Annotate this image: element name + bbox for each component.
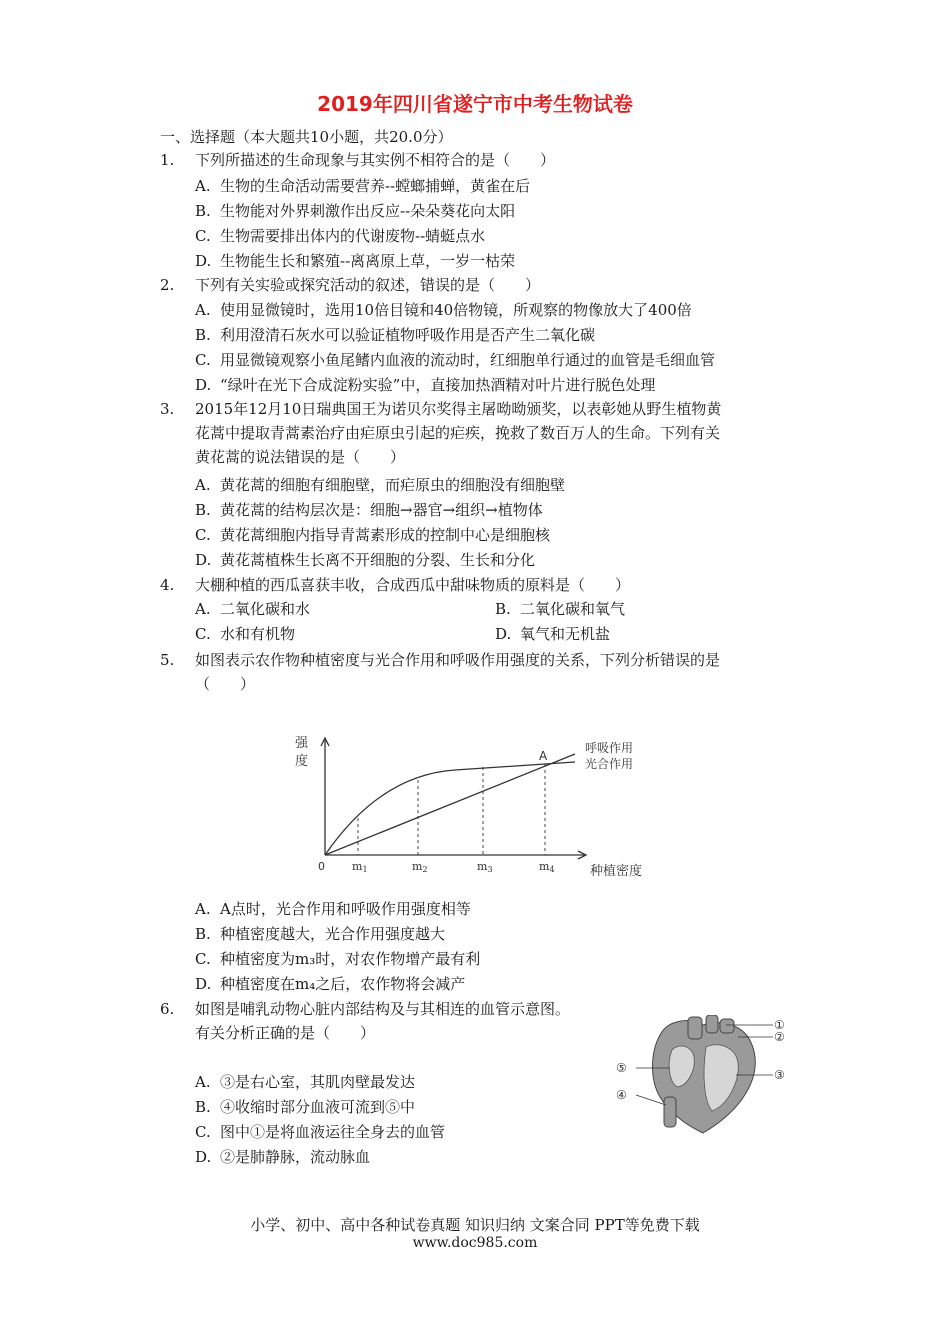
option-5b: B. 种植密度越大，光合作用强度越大 — [195, 925, 446, 943]
option-3d: D. 黄花蒿植株生长离不开细胞的分裂、生长和分化 — [195, 551, 536, 569]
question-number: 4. — [160, 576, 175, 594]
question-stem: 大棚种植的西瓜喜获丰收，合成西瓜中甜味物质的原料是（ ） — [195, 576, 631, 594]
option-1b: B. 生物能对外界刺激作出反应--朵朵葵花向太阳 — [195, 202, 516, 220]
question-5 — [160, 648, 800, 696]
option-4b: B. 二氧化碳和氧气 — [495, 600, 626, 618]
option-4a: A. 二氧化碳和水 — [195, 600, 311, 618]
option-3a: A. 黄花蒿的细胞有细胞壁，而疟原虫的细胞没有细胞壁 — [195, 476, 566, 494]
tick-m2: m2 — [412, 860, 428, 874]
question-stem: 下列有关实验或探究活动的叙述，错误的是（ ） — [195, 276, 541, 294]
x-axis-label: 种植密度 — [590, 864, 643, 879]
y-axis-label-2: 度 — [295, 754, 309, 769]
option-2b: B. 利用澄清石灰水可以验证植物呼吸作用是否产生二氧化碳 — [195, 326, 596, 344]
question-stem-line: （ ） — [195, 675, 256, 693]
option-6b: B. ④收缩时部分血液可流到⑤中 — [195, 1098, 416, 1116]
question-stem-line: 如图是哺乳动物心脏内部结构及与其相连的血管示意图。 — [195, 1000, 571, 1018]
label-1: ① — [774, 1018, 785, 1032]
label-5: ⑤ — [616, 1061, 627, 1075]
heart-diagram — [608, 1015, 793, 1140]
question-number: 2. — [160, 276, 175, 294]
tick-m1: m1 — [352, 860, 368, 874]
photosynthesis-curve — [325, 762, 575, 855]
y-axis-label-1: 强 — [295, 736, 309, 751]
question-stem-line: 花蒿中提取青蒿素治疗由疟原虫引起的疟疾，挽救了数百万人的生命。下列有关 — [195, 424, 721, 442]
question-1 — [160, 148, 800, 172]
page-title: 2019年四川省遂宁市中考生物试卷 — [317, 92, 633, 116]
footer-url[interactable]: www.doc985.com — [412, 1235, 538, 1251]
option-1c: C. 生物需要排出体内的代谢废物--蜻蜓点水 — [195, 227, 486, 245]
question-stem-line: 黄花蒿的说法错误的是（ ） — [195, 448, 406, 466]
point-a-label: A — [539, 749, 548, 763]
question-stem-line: 有关分析正确的是（ ） — [195, 1024, 376, 1042]
label-3: ③ — [774, 1068, 785, 1082]
footer-text: 小学、初中、高中各种试卷真题 知识归纳 文案合同 PPT等免费下载 — [250, 1216, 700, 1234]
option-2c: C. 用显微镜观察小鱼尾鳍内血液的流动时，红细胞单行通过的血管是毛细血管 — [195, 351, 716, 369]
option-6c: C. 图中①是将血液运往全身去的血管 — [195, 1123, 446, 1141]
question-number: 3. — [160, 400, 175, 418]
question-stem: 下列所描述的生命现象与其实例不相符合的是（ ） — [195, 151, 556, 169]
option-5a: A. A点时，光合作用和呼吸作用强度相等 — [195, 900, 471, 918]
option-2a: A. 使用显微镜时，选用10倍目镜和40倍物镜，所观察的物像放大了400倍 — [195, 301, 692, 319]
option-5d: D. 种植密度在m₄之后，农作物将会减产 — [195, 975, 466, 993]
option-2d: D. “绿叶在光下合成淀粉实验”中，直接加热酒精对叶片进行脱色处理 — [195, 376, 656, 394]
legend-photosynthesis: 光合作用 — [585, 757, 634, 771]
question-3 — [160, 397, 800, 469]
option-6d: D. ②是肺静脉，流动脉血 — [195, 1148, 371, 1166]
option-3c: C. 黄花蒿细胞内指导青蒿素形成的控制中心是细胞核 — [195, 526, 551, 544]
question-number: 1. — [160, 151, 175, 169]
option-4c: C. 水和有机物 — [195, 625, 296, 643]
respiration-line — [325, 754, 575, 855]
question-4 — [160, 573, 800, 597]
label-2: ② — [774, 1030, 785, 1044]
question-stem-line: 2015年12月10日瑞典国王为诺贝尔奖得主屠呦呦颁奖，以表彰她从野生植物黄 — [195, 400, 722, 418]
question-number: 6. — [160, 1000, 175, 1018]
density-intensity-figure — [285, 720, 665, 895]
option-5c: C. 种植密度为m₃时，对农作物增产最有利 — [195, 950, 481, 968]
option-3b: B. 黄花蒿的结构层次是：细胞→器官→组织→植物体 — [195, 501, 543, 519]
origin-label: 0 — [318, 860, 325, 873]
question-2 — [160, 273, 800, 297]
legend-respiration: 呼吸作用 — [585, 741, 634, 755]
option-6a: A. ③是右心室，其肌肉壁最发达 — [195, 1073, 416, 1091]
option-1d: D. 生物能生长和繁殖--离离原上草，一岁一枯荣 — [195, 252, 516, 270]
label-4: ④ — [616, 1088, 627, 1102]
option-1a: A. 生物的生命活动需要营养--螳螂捕蝉，黄雀在后 — [195, 177, 531, 195]
question-stem-line: 如图表示农作物种植密度与光合作用和呼吸作用强度的关系，下列分析错误的是 — [195, 651, 721, 669]
section-heading: 一、选择题（本大题共10小题，共20.0分） — [160, 128, 453, 146]
option-4d: D. 氧气和无机盐 — [495, 625, 611, 643]
question-6 — [160, 997, 610, 1045]
tick-m4: m4 — [539, 860, 555, 874]
tick-m3: m3 — [477, 860, 493, 874]
question-number: 5. — [160, 651, 175, 669]
